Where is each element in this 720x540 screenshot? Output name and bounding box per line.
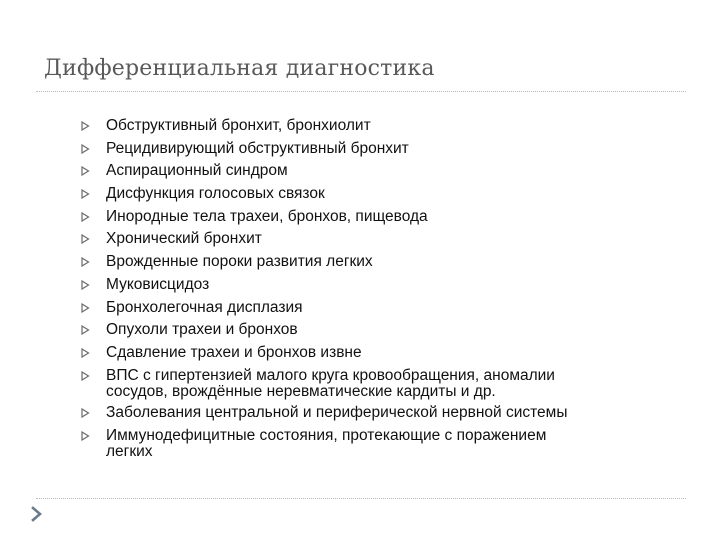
list-item-text: Муковисцидоз	[106, 275, 210, 293]
list-item-text: Бронхолегочная дисплазия	[106, 298, 303, 316]
triangle-right-outline-icon	[80, 144, 90, 154]
list-item	[78, 368, 698, 399]
list-item-text: Заболевания центральной и периферической нервной системы	[106, 404, 568, 422]
list-item-text: Аспирационный синдром	[106, 162, 288, 180]
triangle-right-outline-icon	[80, 166, 90, 176]
list-item	[78, 163, 698, 179]
list-item-text: Иммунодефицитные состояния, протекающие с поражением	[106, 426, 547, 444]
triangle-right-outline-icon	[80, 371, 90, 381]
list-item	[78, 118, 698, 134]
list-item-text: Инородные тела трахеи, бронхов, пищевода	[106, 207, 428, 225]
list-item	[78, 141, 698, 157]
list-item-text: Хронический бронхит	[106, 230, 262, 248]
list-item-text: Опухоли трахеи и бронхов	[106, 321, 298, 339]
list-item-text: Обструктивный бронхит, бронхиолит	[106, 117, 371, 134]
list-item	[78, 345, 698, 361]
list-item	[78, 186, 698, 202]
triangle-right-outline-icon	[80, 280, 90, 290]
list-item	[78, 231, 698, 247]
triangle-right-outline-icon	[80, 257, 90, 267]
list-item-continuation: сосудов, врождённые неревматические кардиты и др.	[106, 382, 496, 400]
list-item	[78, 322, 698, 338]
triangle-right-outline-icon	[80, 431, 90, 441]
list-item-continuation: легких	[106, 442, 153, 460]
list-item	[78, 254, 698, 270]
triangle-right-outline-icon	[80, 234, 90, 244]
triangle-right-outline-icon	[80, 212, 90, 222]
triangle-right-outline-icon	[80, 121, 90, 131]
list-item	[78, 300, 698, 316]
list-item	[78, 428, 698, 459]
list-item-text: Сдавление трахеи и бронхов извне	[106, 343, 362, 361]
list-item-text: Дисфункция голосовых связок	[106, 185, 325, 203]
triangle-right-outline-icon	[80, 408, 90, 418]
list-item-text: Рецидивирующий обструктивный бронхит	[106, 139, 409, 157]
title-divider	[36, 91, 686, 92]
list-item-text: Врожденные пороки развития легких	[106, 253, 373, 271]
bullet-list	[78, 118, 698, 466]
chevron-right-icon[interactable]	[28, 505, 46, 523]
footer-divider	[36, 498, 686, 499]
list-item	[78, 405, 698, 421]
triangle-right-outline-icon	[80, 325, 90, 335]
list-item	[78, 277, 698, 293]
triangle-right-outline-icon	[80, 303, 90, 313]
list-item-text: ВПС с гипертензией малого круга кровообращения, аномалии	[106, 366, 555, 384]
list-item	[78, 209, 698, 225]
triangle-right-outline-icon	[80, 189, 90, 199]
triangle-right-outline-icon	[80, 348, 90, 358]
slide-title: Дифференциальная диагностика	[44, 56, 435, 81]
